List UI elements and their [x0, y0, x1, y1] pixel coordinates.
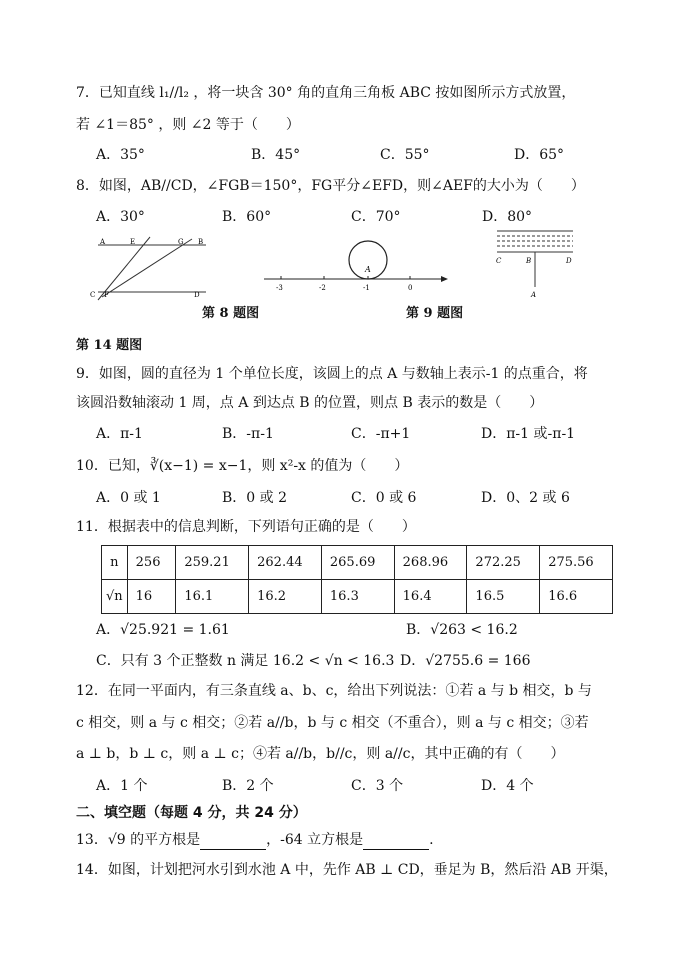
- q10-option-b: B．0 或 2: [222, 490, 288, 506]
- table-cell: 16.2: [249, 580, 322, 614]
- figure-14: [493, 225, 579, 301]
- table-cell: 275.56: [540, 546, 613, 580]
- fig14-label-d: D: [566, 257, 572, 265]
- q9-option-b: B．-π-1: [222, 426, 274, 442]
- q13-part-2: ，-64 立方根是: [266, 832, 364, 848]
- q8-option-a: A．30°: [96, 209, 145, 225]
- q12-option-c: C．3 个: [351, 778, 404, 794]
- fig8-label-a: A: [100, 238, 106, 246]
- table-row: [102, 580, 613, 614]
- q13-part-1: 13．√9 的平方根是: [76, 832, 201, 848]
- q11-option-d: D．√2755.6 = 166: [400, 653, 531, 669]
- q7-option-a: A．35°: [96, 147, 145, 163]
- q12-option-b: B．2 个: [222, 778, 274, 794]
- q9-option-d: D．π-1 或-π-1: [481, 426, 576, 442]
- q10-option-a: A．0 或 1: [96, 490, 161, 506]
- q11-stem: 11．根据表中的信息判断，下列语句正确的是（ ）: [76, 519, 416, 535]
- figure-9: [262, 232, 452, 294]
- caption-figure-8: 第 8 题图: [202, 306, 260, 321]
- q7-option-c: C．55°: [380, 147, 430, 163]
- fig8-label-d: D: [194, 291, 200, 299]
- fig8-label-c: C: [90, 291, 96, 299]
- fig8-label-g: G: [178, 238, 184, 246]
- fig14-label-c: C: [496, 257, 502, 265]
- table-cell: 272.25: [467, 546, 540, 580]
- q9-option-a: A．π-1: [96, 426, 143, 442]
- table-cell: 268.96: [394, 546, 467, 580]
- fig8-label-b: B: [198, 238, 204, 246]
- table-cell: 259.21: [176, 546, 249, 580]
- table-cell: 16.1: [176, 580, 249, 614]
- table-cell: 16.6: [540, 580, 613, 614]
- q9-option-c: C．-π+1: [351, 426, 411, 442]
- q11-option-a: A．√25.921 = 1.61: [96, 622, 230, 638]
- q12-option-d: D．4 个: [481, 778, 534, 794]
- table-cell: 262.44: [249, 546, 322, 580]
- q11-option-b: B．√263 < 16.2: [406, 622, 518, 638]
- fig9-tick-neg2: -2: [319, 284, 326, 292]
- q14-stem: 14．如图，计划把河水引到水池 A 中，先作 AB ⊥ CD，垂足为 B，然后沿 AB 开渠，: [76, 862, 618, 878]
- q8-option-c: C．70°: [351, 209, 401, 225]
- caption-figure-9: 第 9 题图: [406, 306, 464, 321]
- table-cell: 16.3: [321, 580, 394, 614]
- figure-8: [88, 235, 218, 305]
- q9-stem: 9．如图，圆的直径为 1 个单位长度，该圆上的点 A 与数轴上表示-1 的点重合，将: [76, 366, 588, 382]
- table-cell: 16: [127, 580, 176, 614]
- fig9-tick-0: 0: [408, 284, 413, 292]
- table-cell: 256: [127, 546, 176, 580]
- q13-blank-1[interactable]: [200, 835, 266, 850]
- q8-option-d: D．80°: [482, 209, 533, 225]
- section-heading-fill-in: 二、填空题（每题 4 分，共 24 分）: [76, 805, 307, 821]
- q8-stem: 8．如图，AB//CD，∠FGB＝150°，FG平分∠EFD，则∠AEF的大小为（ ）: [76, 178, 585, 194]
- q8-option-b: B．60°: [222, 209, 272, 225]
- table-row: [102, 546, 613, 580]
- q7-stem-2: 若 ∠1＝85° ，则 ∠2 等于（ ）: [76, 117, 300, 133]
- fig8-label-e: E: [130, 238, 136, 246]
- q11-option-c: C．只有 3 个正整数 n 满足 16.2 < √n < 16.3: [96, 653, 395, 669]
- table-cell-header-sqrt-n: √n: [102, 580, 128, 614]
- q7-option-b: B．45°: [251, 147, 301, 163]
- table-cell: 265.69: [321, 546, 394, 580]
- q7-option-d: D．65°: [514, 147, 565, 163]
- q12-line-3: a ⊥ b，b ⊥ c，则 a ⊥ c；④若 a//b，b//c，则 a//c，其中正确的有（ ）: [76, 746, 565, 762]
- q13-stem: [76, 830, 688, 850]
- q10-option-c: C．0 或 6: [351, 490, 417, 506]
- fig14-label-b: B: [526, 257, 532, 265]
- q12-option-a: A．1 个: [96, 778, 148, 794]
- table-cell: 16.5: [467, 580, 540, 614]
- q10-option-d: D．0、2 或 6: [481, 490, 570, 506]
- fig9-point-a: A: [365, 265, 371, 274]
- q11-table: [101, 545, 613, 614]
- q12-line-2: c 相交，则 a 与 c 相交；②若 a//b，b 与 c 相交（不重合），则 a 与 c 相交；③若: [76, 715, 589, 731]
- q12-line-1: 12．在同一平面内，有三条直线 a、b、c，给出下列说法：①若 a 与 b 相交，b 与: [76, 683, 592, 699]
- q7-stem: 7．已知直线 l₁//l₂ ，将一块含 30° 角的直角三角板 ABC 按如图所示方式放置，: [76, 85, 576, 101]
- fig14-label-a: A: [531, 291, 537, 299]
- fig9-tick-neg1: -1: [363, 284, 370, 292]
- table-cell-header-n: n: [102, 546, 128, 580]
- caption-figure-14: 第 14 题图: [76, 338, 143, 353]
- q13-blank-2[interactable]: [363, 835, 429, 850]
- q10-stem: 10．已知，∛(x−1) = x−1，则 x²-x 的值为（ ）: [76, 458, 409, 474]
- fig8-label-f: F: [104, 291, 109, 299]
- fig9-tick-neg3: -3: [276, 284, 283, 292]
- q13-part-3: .: [429, 832, 434, 848]
- q9-stem-2: 该圆沿数轴滚动 1 周，点 A 到达点 B 的位置，则点 B 表示的数是（ ）: [76, 395, 544, 411]
- table-cell: 16.4: [394, 580, 467, 614]
